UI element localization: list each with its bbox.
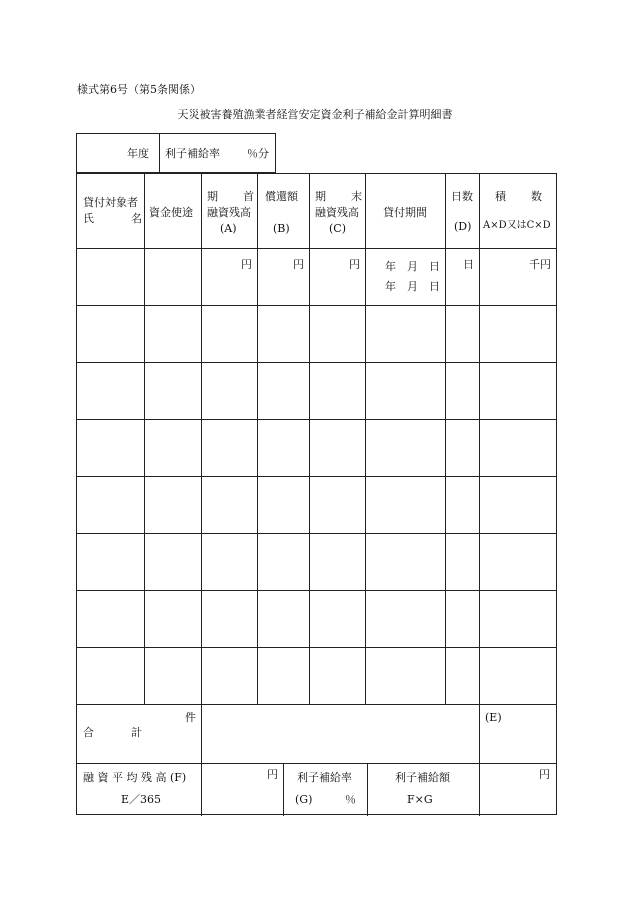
period-to-day: 日 [429,280,440,293]
unit-start-balance: 円 [241,258,252,271]
header-repayment-line2: (B) [273,222,290,235]
footer-amount-label: 利子補給額 [395,771,450,784]
header-loan-period: 貸付期間 [383,206,427,219]
col-line-1 [144,174,145,704]
rate-box-divider [159,134,160,172]
header-end-balance-line2: 融資残高 [315,206,359,219]
footer-amount-unit: 円 [539,768,550,781]
document-title: 天災被害養殖漁業者経営安定資金利子補給金計算明細書 [177,108,453,121]
col-line-4 [309,174,310,704]
header-start-balance-line1a: 期 [207,190,218,203]
row-line-header [77,248,556,249]
header-borrower-line1: 貸付対象者 [83,196,138,209]
header-end-balance-line1b: 末 [351,190,362,203]
footer-avg-balance-label: 融 資 平 均 残 高 (F) [83,771,187,784]
totals-label-b: 計 [131,726,142,739]
row-line-2 [77,362,556,363]
row-line-8 [77,704,556,705]
header-start-balance-line3: (A) [220,222,237,235]
form-number: 様式第6号（第5条関係） [77,83,201,96]
rate-unit-label: ％分 [247,147,269,160]
unit-days: 日 [463,258,474,271]
header-borrower-line2a: 氏 [83,212,94,225]
totals-e-label: (E) [485,711,502,724]
totals-label-a: 合 [83,726,94,739]
period-to-month: 月 [407,280,418,293]
rate-box [76,133,276,173]
header-fund-use: 資金使途 [149,206,193,219]
footer-line-2 [283,763,284,816]
header-end-balance-line1a: 期 [315,190,326,203]
header-start-balance-line1b: 首 [243,190,254,203]
header-repayment-line1: 償還額 [265,190,298,203]
unit-repayment: 円 [293,258,304,271]
fiscal-year-label: 年度 [127,147,149,160]
header-borrower-line2b: 名 [131,212,142,225]
unit-product: 千円 [529,258,551,271]
header-start-balance-line2: 融資残高 [207,206,251,219]
footer-avg-balance-unit: 円 [267,768,278,781]
row-line-3 [77,419,556,420]
header-days-line1: 日数 [451,190,473,203]
row-line-totals [77,763,556,764]
row-line-6 [77,590,556,591]
footer-line-4 [479,763,480,816]
totals-count-unit: 件 [185,711,196,724]
row-line-7 [77,647,556,648]
header-product-line2: A×D又はC×D [483,220,551,231]
footer-avg-balance-formula: E／365 [121,793,162,806]
col-line-6 [445,174,446,704]
col-line-3 [257,174,258,704]
header-product-line1b: 数 [531,190,542,203]
calculation-table [76,173,557,815]
interest-subsidy-rate-label: 利子補給率 [165,147,220,160]
col-line-7 [479,174,480,763]
header-end-balance-line3: (C) [329,222,346,235]
footer-line-1 [201,763,202,816]
footer-rate-g: (G) [295,793,313,806]
header-days-line2: (D) [454,220,472,233]
period-to-year: 年 [385,280,396,293]
period-from-month: 月 [407,260,418,273]
footer-rate-label: 利子補給率 [297,771,352,784]
col-line-5 [365,174,366,704]
col-line-2 [201,174,202,763]
footer-line-3 [367,763,368,816]
period-from-year: 年 [385,260,396,273]
row-line-4 [77,476,556,477]
unit-end-balance: 円 [349,258,360,271]
header-product-line1a: 積 [495,190,506,203]
period-from-day: 日 [429,260,440,273]
footer-rate-pct: ％ [345,793,356,806]
footer-amount-formula: F×G [407,793,433,806]
row-line-5 [77,533,556,534]
row-line-1 [77,305,556,306]
